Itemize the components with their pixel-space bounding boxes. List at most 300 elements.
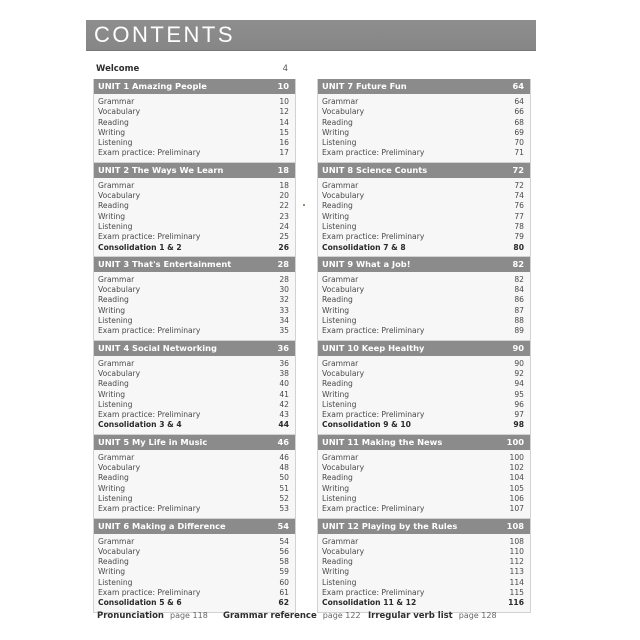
row-page: 36 bbox=[279, 358, 289, 368]
toc-row[interactable] bbox=[318, 463, 530, 473]
row-page: 89 bbox=[514, 326, 524, 336]
unit-page: 82 bbox=[512, 258, 524, 269]
toc-row[interactable] bbox=[318, 191, 530, 201]
toc-row[interactable] bbox=[94, 97, 295, 107]
row-label: Grammar bbox=[98, 536, 135, 546]
row-page: 59 bbox=[279, 567, 289, 577]
unit-section bbox=[93, 341, 296, 435]
row-label: Grammar bbox=[322, 358, 359, 368]
toc-row[interactable] bbox=[94, 369, 295, 379]
toc-row[interactable] bbox=[94, 107, 295, 117]
unit-rows bbox=[318, 178, 530, 256]
row-page: 38 bbox=[279, 368, 289, 378]
row-page: 10 bbox=[279, 97, 289, 106]
toc-row[interactable] bbox=[94, 222, 295, 232]
row-page: 79 bbox=[514, 232, 524, 242]
row-label: Reading bbox=[322, 557, 353, 567]
row-page: 18 bbox=[279, 180, 289, 190]
row-page: 66 bbox=[514, 107, 524, 117]
row-page: 40 bbox=[279, 379, 289, 389]
row-page: 70 bbox=[514, 138, 524, 148]
unit-title: UNIT 1 Amazing People bbox=[98, 81, 207, 91]
unit-section bbox=[93, 163, 296, 257]
row-page: 48 bbox=[279, 463, 289, 473]
toc-row[interactable] bbox=[318, 547, 530, 557]
unit-page: 108 bbox=[506, 520, 524, 531]
row-page: 92 bbox=[514, 368, 524, 378]
row-label: Exam practice: Preliminary bbox=[98, 232, 201, 242]
unit-rows bbox=[318, 272, 530, 340]
row-label: Exam practice: Preliminary bbox=[98, 587, 201, 597]
unit-header[interactable] bbox=[94, 257, 295, 272]
row-page: 96 bbox=[514, 399, 524, 409]
toc-row[interactable] bbox=[318, 390, 530, 400]
unit-section bbox=[317, 79, 531, 163]
toc-row[interactable] bbox=[94, 410, 295, 420]
footer-item-irregular-verb-list[interactable] bbox=[368, 611, 497, 621]
toc-row[interactable] bbox=[318, 128, 530, 138]
toc-row[interactable] bbox=[94, 326, 295, 336]
toc-row[interactable] bbox=[94, 128, 295, 138]
toc-row[interactable] bbox=[318, 453, 530, 463]
unit-rows bbox=[318, 356, 530, 434]
toc-row[interactable] bbox=[94, 138, 295, 148]
unit-title: UNIT 9 What a Job! bbox=[322, 258, 411, 269]
row-label: Listening bbox=[98, 399, 133, 409]
toc-row[interactable] bbox=[318, 107, 530, 117]
row-label: Exam practice: Preliminary bbox=[322, 410, 425, 420]
row-page: 52 bbox=[279, 493, 289, 503]
row-page: 87 bbox=[514, 305, 524, 315]
toc-row[interactable] bbox=[318, 118, 530, 128]
footer-label: Grammar reference bbox=[223, 611, 317, 621]
toc-row[interactable] bbox=[318, 400, 530, 410]
row-page: 53 bbox=[279, 504, 289, 514]
row-page: 42 bbox=[279, 399, 289, 409]
toc-row[interactable] bbox=[318, 232, 530, 242]
row-page: 23 bbox=[279, 211, 289, 221]
toc-row[interactable] bbox=[318, 369, 530, 379]
unit-rows bbox=[318, 94, 530, 162]
row-label: Grammar bbox=[98, 180, 135, 190]
toc-row[interactable] bbox=[318, 578, 530, 588]
unit-title: UNIT 4 Social Networking bbox=[98, 342, 217, 353]
unit-title: UNIT 2 The Ways We Learn bbox=[98, 164, 224, 175]
toc-row[interactable] bbox=[318, 537, 530, 547]
row-label: Grammar bbox=[98, 358, 135, 368]
toc-row[interactable] bbox=[318, 494, 530, 504]
unit-header[interactable] bbox=[318, 435, 530, 450]
row-label: Reading bbox=[98, 117, 129, 127]
row-page: 76 bbox=[514, 201, 524, 211]
row-label: Reading bbox=[98, 201, 129, 211]
row-label: Listening bbox=[322, 221, 357, 231]
row-label: Vocabulary bbox=[322, 368, 365, 378]
row-label: Writing bbox=[98, 211, 126, 221]
unit-section bbox=[317, 341, 531, 435]
toc-row[interactable] bbox=[94, 547, 295, 557]
unit-rows bbox=[318, 450, 530, 518]
unit-section bbox=[317, 435, 531, 519]
row-page: 115 bbox=[509, 587, 524, 597]
unit-title: UNIT 3 That's Entertainment bbox=[98, 258, 232, 269]
unit-header[interactable] bbox=[94, 163, 295, 178]
row-label: Exam practice: Preliminary bbox=[322, 587, 425, 597]
row-page: 108 bbox=[509, 536, 524, 546]
row-label: Listening bbox=[98, 316, 133, 326]
row-page: 22 bbox=[279, 201, 289, 211]
consolidation-row[interactable] bbox=[94, 420, 295, 430]
welcome-entry[interactable] bbox=[96, 64, 294, 76]
row-label: Grammar bbox=[322, 274, 359, 284]
toc-row[interactable] bbox=[318, 148, 530, 158]
toc-row[interactable] bbox=[318, 567, 530, 577]
row-label: Exam practice: Preliminary bbox=[322, 148, 425, 158]
consolidation-row[interactable] bbox=[94, 598, 295, 608]
unit-section bbox=[317, 163, 531, 257]
toc-row[interactable] bbox=[318, 222, 530, 232]
unit-rows bbox=[94, 534, 295, 612]
unit-page: 64 bbox=[512, 81, 524, 91]
row-page: 102 bbox=[509, 463, 524, 473]
toc-row[interactable] bbox=[318, 97, 530, 107]
row-page: 61 bbox=[279, 587, 289, 597]
toc-row[interactable] bbox=[318, 316, 530, 326]
row-label: Writing bbox=[98, 483, 126, 493]
row-page: 51 bbox=[279, 483, 289, 493]
toc-row[interactable] bbox=[94, 232, 295, 242]
unit-rows bbox=[94, 356, 295, 434]
toc-row[interactable] bbox=[94, 557, 295, 567]
row-page: 12 bbox=[279, 107, 289, 117]
row-page: 58 bbox=[279, 557, 289, 567]
row-page: 14 bbox=[279, 117, 289, 127]
toc-row[interactable] bbox=[94, 201, 295, 211]
row-page: 95 bbox=[514, 389, 524, 399]
toc-row[interactable] bbox=[318, 379, 530, 389]
row-page: 84 bbox=[514, 285, 524, 295]
toc-row[interactable] bbox=[318, 326, 530, 336]
toc-row[interactable] bbox=[318, 504, 530, 514]
row-label: Exam practice: Preliminary bbox=[98, 148, 201, 158]
row-label: Vocabulary bbox=[98, 463, 141, 473]
toc-row[interactable] bbox=[94, 379, 295, 389]
row-page: 28 bbox=[279, 274, 289, 284]
row-page: 62 bbox=[278, 598, 289, 608]
page-title: CONTENTS bbox=[94, 22, 235, 47]
row-page: 97 bbox=[514, 410, 524, 420]
row-page: 77 bbox=[514, 211, 524, 221]
unit-title: UNIT 12 Playing by the Rules bbox=[322, 520, 458, 531]
unit-section bbox=[93, 519, 296, 613]
row-label: Exam practice: Preliminary bbox=[98, 410, 201, 420]
toc-row[interactable] bbox=[94, 359, 295, 369]
row-label: Writing bbox=[98, 305, 126, 315]
unit-header[interactable] bbox=[318, 257, 530, 272]
toc-row[interactable] bbox=[318, 275, 530, 285]
row-label: Listening bbox=[98, 577, 133, 587]
row-label: Writing bbox=[98, 567, 126, 577]
row-label: Listening bbox=[98, 221, 133, 231]
row-page: 44 bbox=[278, 420, 289, 430]
consolidation-row[interactable] bbox=[318, 598, 530, 608]
row-label: Vocabulary bbox=[98, 546, 141, 556]
row-label: Reading bbox=[322, 473, 353, 483]
row-label: Exam practice: Preliminary bbox=[322, 326, 425, 336]
unit-header[interactable] bbox=[318, 519, 530, 534]
row-label: Consolidation 5 & 6 bbox=[98, 598, 182, 608]
row-label: Reading bbox=[98, 557, 129, 567]
row-label: Vocabulary bbox=[322, 463, 365, 473]
row-page: 32 bbox=[279, 295, 289, 305]
row-label: Vocabulary bbox=[322, 285, 365, 295]
row-label: Vocabulary bbox=[322, 107, 365, 117]
row-page: 116 bbox=[508, 598, 524, 608]
row-page: 107 bbox=[509, 504, 524, 514]
row-label: Grammar bbox=[322, 180, 359, 190]
row-page: 26 bbox=[278, 242, 289, 252]
unit-page: 90 bbox=[512, 342, 524, 353]
row-page: 16 bbox=[279, 138, 289, 148]
unit-page: 72 bbox=[512, 164, 524, 175]
toc-row[interactable] bbox=[94, 118, 295, 128]
unit-header[interactable] bbox=[94, 519, 295, 534]
unit-rows bbox=[94, 94, 295, 162]
row-label: Exam practice: Preliminary bbox=[98, 326, 201, 336]
toc-row[interactable] bbox=[318, 285, 530, 295]
row-label: Writing bbox=[98, 389, 126, 399]
row-label: Reading bbox=[322, 379, 353, 389]
toc-row[interactable] bbox=[94, 588, 295, 598]
unit-header[interactable] bbox=[318, 163, 530, 178]
row-page: 94 bbox=[514, 379, 524, 389]
row-page: 90 bbox=[514, 358, 524, 368]
row-page: 74 bbox=[514, 191, 524, 201]
unit-title: UNIT 7 Future Fun bbox=[322, 81, 407, 91]
welcome-page: 4 bbox=[282, 64, 288, 74]
row-label: Reading bbox=[322, 295, 353, 305]
unit-section bbox=[93, 257, 296, 341]
consolidation-row[interactable] bbox=[94, 243, 295, 253]
row-label: Exam practice: Preliminary bbox=[98, 504, 201, 514]
unit-page: 46 bbox=[277, 436, 289, 447]
toc-row[interactable] bbox=[318, 484, 530, 494]
row-label: Writing bbox=[322, 483, 350, 493]
toc-row[interactable] bbox=[94, 484, 295, 494]
row-label: Writing bbox=[322, 389, 350, 399]
unit-section bbox=[93, 79, 296, 163]
row-label: Listening bbox=[322, 316, 357, 326]
toc-row[interactable] bbox=[94, 316, 295, 326]
toc-row[interactable] bbox=[94, 191, 295, 201]
row-label: Reading bbox=[98, 295, 129, 305]
row-page: 106 bbox=[509, 493, 524, 503]
row-label: Grammar bbox=[98, 274, 135, 284]
footer-item-grammar-reference[interactable] bbox=[223, 611, 361, 621]
toc-row[interactable] bbox=[94, 148, 295, 158]
row-page: 78 bbox=[514, 221, 524, 231]
row-page: 20 bbox=[279, 191, 289, 201]
unit-page: 54 bbox=[277, 520, 289, 531]
row-page: 41 bbox=[279, 389, 289, 399]
appendix-links bbox=[97, 611, 547, 625]
toc-row[interactable] bbox=[94, 390, 295, 400]
row-label: Exam practice: Preliminary bbox=[322, 504, 425, 514]
row-label: Consolidation 1 & 2 bbox=[98, 242, 182, 252]
toc-row[interactable] bbox=[94, 181, 295, 191]
row-label: Vocabulary bbox=[322, 191, 365, 201]
row-label: Writing bbox=[98, 127, 126, 137]
toc-row[interactable] bbox=[318, 138, 530, 148]
consolidation-row[interactable] bbox=[318, 243, 530, 253]
unit-rows bbox=[94, 450, 295, 518]
unit-header[interactable] bbox=[94, 341, 295, 356]
row-page: 50 bbox=[279, 473, 289, 483]
unit-rows bbox=[94, 178, 295, 256]
unit-header[interactable] bbox=[318, 341, 530, 356]
toc-row[interactable] bbox=[94, 463, 295, 473]
row-label: Grammar bbox=[322, 97, 359, 106]
unit-section bbox=[317, 519, 531, 613]
row-page: 56 bbox=[279, 546, 289, 556]
unit-title: UNIT 5 My Life in Music bbox=[98, 436, 208, 447]
row-page: 110 bbox=[509, 546, 524, 556]
toc-row[interactable] bbox=[94, 504, 295, 514]
toc-row[interactable] bbox=[94, 275, 295, 285]
row-page: 72 bbox=[514, 180, 524, 190]
row-page: 69 bbox=[514, 127, 524, 137]
contents-title-bar bbox=[86, 20, 536, 50]
row-page: 80 bbox=[513, 242, 524, 252]
toc-row[interactable] bbox=[94, 453, 295, 463]
row-page: 88 bbox=[514, 316, 524, 326]
row-page: 25 bbox=[279, 232, 289, 242]
row-label: Listening bbox=[322, 138, 357, 148]
unit-rows bbox=[94, 272, 295, 340]
toc-row[interactable] bbox=[94, 494, 295, 504]
row-page: 15 bbox=[279, 127, 289, 137]
toc-row[interactable] bbox=[318, 306, 530, 316]
unit-section bbox=[317, 257, 531, 341]
row-label: Listening bbox=[322, 399, 357, 409]
row-label: Listening bbox=[322, 493, 357, 503]
row-page: 104 bbox=[509, 473, 524, 483]
row-page: 98 bbox=[513, 420, 524, 430]
row-page: 82 bbox=[514, 274, 524, 284]
contents-column-right bbox=[317, 79, 531, 613]
contents-column-left bbox=[93, 79, 296, 613]
row-label: Reading bbox=[322, 201, 353, 211]
toc-row[interactable] bbox=[94, 537, 295, 547]
welcome-label: Welcome bbox=[96, 64, 140, 74]
row-label: Writing bbox=[322, 567, 350, 577]
toc-row[interactable] bbox=[318, 557, 530, 567]
unit-rows bbox=[318, 534, 530, 612]
toc-row[interactable] bbox=[94, 567, 295, 577]
toc-row[interactable] bbox=[94, 578, 295, 588]
toc-row[interactable] bbox=[318, 201, 530, 211]
row-page: 30 bbox=[279, 285, 289, 295]
row-page: 68 bbox=[514, 117, 524, 127]
row-label: Writing bbox=[322, 305, 350, 315]
row-label: Grammar bbox=[322, 536, 359, 546]
toc-row[interactable] bbox=[318, 359, 530, 369]
row-label: Consolidation 11 & 12 bbox=[322, 598, 417, 608]
toc-row[interactable] bbox=[94, 306, 295, 316]
row-page: 34 bbox=[279, 316, 289, 326]
row-page: 113 bbox=[509, 567, 524, 577]
unit-title: UNIT 6 Making a Difference bbox=[98, 520, 226, 531]
row-page: 114 bbox=[509, 577, 524, 587]
toc-row[interactable] bbox=[318, 212, 530, 222]
unit-section bbox=[93, 435, 296, 519]
unit-header[interactable] bbox=[94, 79, 295, 94]
footer-item-pronunciation[interactable] bbox=[97, 611, 208, 621]
row-page: 71 bbox=[514, 148, 524, 158]
row-label: Grammar bbox=[98, 452, 135, 462]
row-label: Listening bbox=[98, 138, 133, 148]
consolidation-row[interactable] bbox=[318, 420, 530, 430]
unit-page: 28 bbox=[277, 258, 289, 269]
row-label: Consolidation 7 & 8 bbox=[322, 242, 406, 252]
row-label: Vocabulary bbox=[322, 546, 365, 556]
toc-row[interactable] bbox=[94, 285, 295, 295]
row-page: 100 bbox=[509, 452, 524, 462]
print-speck bbox=[303, 204, 305, 206]
toc-row[interactable] bbox=[318, 295, 530, 305]
footer-page: page 128 bbox=[458, 611, 497, 620]
footer-label: Irregular verb list bbox=[368, 611, 453, 621]
row-label: Vocabulary bbox=[98, 107, 141, 117]
unit-title: UNIT 10 Keep Healthy bbox=[322, 342, 425, 353]
row-label: Grammar bbox=[98, 97, 135, 106]
row-label: Reading bbox=[98, 473, 129, 483]
row-page: 17 bbox=[279, 148, 289, 158]
toc-row[interactable] bbox=[318, 181, 530, 191]
row-page: 35 bbox=[279, 326, 289, 336]
unit-title: UNIT 8 Science Counts bbox=[322, 164, 428, 175]
row-label: Listening bbox=[98, 493, 133, 503]
toc-row[interactable] bbox=[318, 588, 530, 598]
toc-row[interactable] bbox=[94, 473, 295, 483]
row-label: Vocabulary bbox=[98, 368, 141, 378]
row-label: Writing bbox=[322, 211, 350, 221]
row-label: Vocabulary bbox=[98, 191, 141, 201]
footer-label: Pronunciation bbox=[97, 611, 164, 621]
unit-page: 18 bbox=[277, 164, 289, 175]
row-label: Listening bbox=[322, 577, 357, 587]
row-label: Reading bbox=[98, 379, 129, 389]
row-page: 64 bbox=[514, 97, 524, 106]
toc-row[interactable] bbox=[318, 410, 530, 420]
row-label: Writing bbox=[322, 127, 350, 137]
row-label: Reading bbox=[322, 117, 353, 127]
row-label: Exam practice: Preliminary bbox=[322, 232, 425, 242]
row-page: 33 bbox=[279, 305, 289, 315]
unit-page: 100 bbox=[506, 436, 524, 447]
unit-title: UNIT 11 Making the News bbox=[322, 436, 443, 447]
toc-row[interactable] bbox=[94, 400, 295, 410]
row-page: 105 bbox=[509, 483, 524, 493]
unit-header[interactable] bbox=[318, 79, 530, 94]
toc-row[interactable] bbox=[94, 212, 295, 222]
row-page: 24 bbox=[279, 221, 289, 231]
toc-row[interactable] bbox=[94, 295, 295, 305]
unit-header[interactable] bbox=[94, 435, 295, 450]
row-page: 43 bbox=[279, 410, 289, 420]
unit-page: 10 bbox=[277, 81, 289, 91]
toc-row[interactable] bbox=[318, 473, 530, 483]
